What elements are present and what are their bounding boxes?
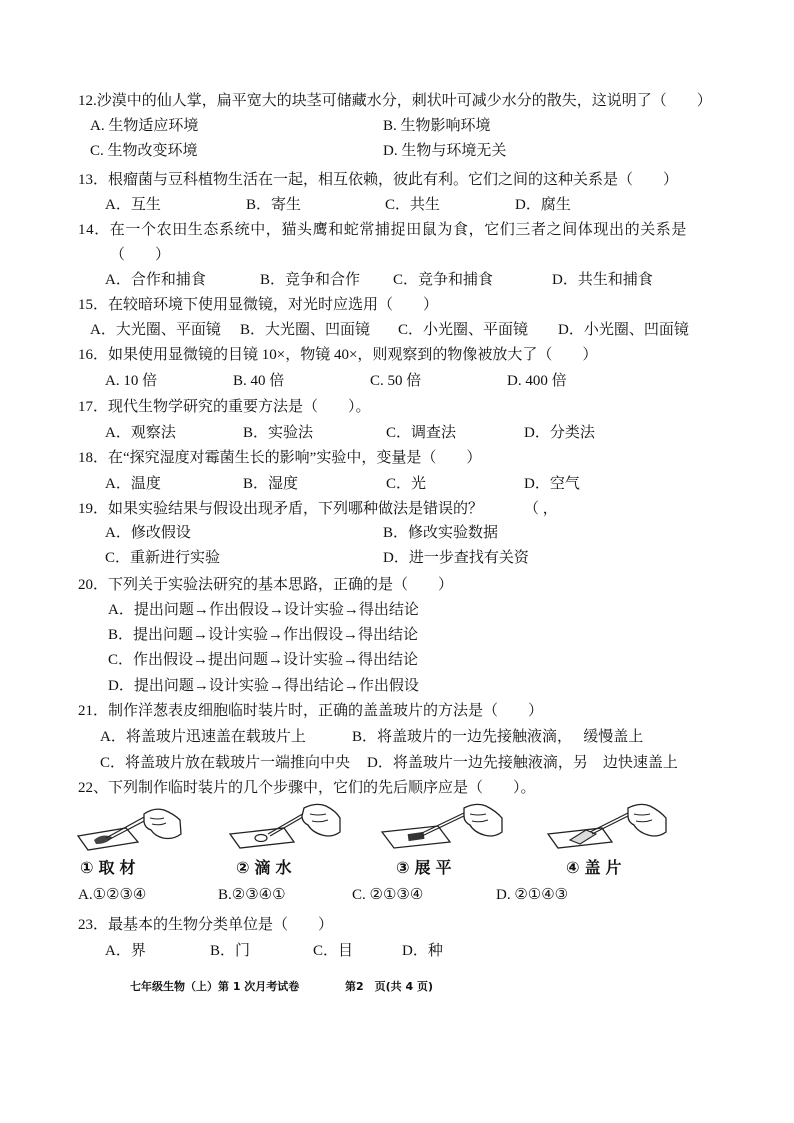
step-2-label: ②滴水 [236, 858, 297, 877]
question-14-option-a: A．合作和捕食 [105, 272, 206, 288]
question-17-option-d: D．分类法 [524, 425, 595, 441]
question-18-stem: 18．在“探究湿度对霉菌生长的影响”实验中，变量是（ ） [78, 450, 482, 466]
question-23-option-b: B．门 [210, 943, 251, 959]
question-19-answer-blank: （ ， [524, 501, 558, 517]
question-12-option-b: B. 生物影响环境 [383, 118, 491, 134]
question-21-option-a: A．将盖玻片迅速盖在载玻片上 [100, 729, 306, 745]
question-22-option-b: B.②③④① [218, 887, 286, 903]
question-15-stem: 15．在较暗环境下使用显微镜，对光时应选用（ ） [78, 297, 439, 313]
question-12-option-d: D. 生物与环境无关 [383, 143, 507, 159]
question-16-option-a: A. 10 倍 [105, 373, 158, 389]
question-15-option-c: C．小光圈、平面镜 [398, 322, 529, 338]
question-14-option-d: D．共生和捕食 [552, 272, 653, 288]
question-15-option-b: B．大光圈、凹面镜 [240, 322, 371, 338]
question-20-option-b: B．提出问题→设计实验→作出假设→得出结论 [108, 627, 419, 643]
question-14-option-c: C．竞争和捕食 [393, 272, 494, 288]
step-4-label: ④盖片 [566, 858, 627, 877]
step-4-illustration [546, 800, 668, 850]
question-12-option-a: A. 生物适应环境 [90, 118, 199, 134]
question-16-option-c: C. 50 倍 [370, 373, 422, 389]
question-22-option-d: D. ②①④③ [496, 887, 569, 903]
question-17-option-c: C．调查法 [386, 425, 457, 441]
question-18-option-b: B．湿度 [243, 476, 299, 492]
step-1-label: ①取材 [80, 858, 141, 877]
question-23-option-c: C．目 [313, 943, 354, 959]
question-18-option-d: D．空气 [524, 476, 580, 492]
question-14-option-b: B．竞争和合作 [260, 272, 361, 288]
question-19-stem: 19．如果实验结果与假设出现矛盾，下列哪种做法是错误的？ [78, 501, 484, 517]
question-19-option-b: B．修改实验数据 [383, 525, 499, 541]
question-13-option-a: A．互生 [105, 197, 161, 213]
question-23-option-d: D．种 [402, 943, 443, 959]
step-3-label: ③展平 [396, 858, 457, 877]
question-17-option-b: B．实验法 [243, 425, 314, 441]
question-18-option-c: C．光 [386, 476, 427, 492]
question-23-option-a: A．界 [105, 943, 146, 959]
question-20-option-a: A．提出问题→作出假设→设计实验→得出结论 [108, 602, 419, 618]
question-22-stem: 22、下列制作临时装片的几个步骤中，它们的先后顺序应是（ ）。 [78, 780, 536, 796]
question-14-stem: 14．在一个农田生态系统中，猫头鹰和蛇常捕捉田鼠为食，它们三者之间体现出的关系是 [78, 222, 688, 238]
question-20-stem: 20．下列关于实验法研究的基本思路，正确的是（ ） [78, 577, 454, 593]
footer-exam-title: 七年级生物（上）第 1 次月考试卷 [130, 980, 300, 993]
footer-page-number: 第2 页(共 4 页) [345, 980, 434, 993]
question-15-option-a: A．大光圈、平面镜 [90, 322, 221, 338]
question-17-stem: 17．现代生物学研究的重要方法是（ ）。 [78, 399, 371, 415]
question-21-option-d: D．将盖玻片一边先接触液滴，另 边快速盖上 [367, 755, 678, 771]
question-13-option-d: D．腐生 [515, 197, 571, 213]
step-2-illustration [228, 800, 343, 850]
question-12-option-c: C. 生物改变环境 [90, 143, 198, 159]
question-18-option-a: A．温度 [105, 476, 161, 492]
question-22-option-a: A.①②③④ [78, 887, 147, 903]
question-13-option-c: C．共生 [385, 197, 441, 213]
question-20-option-d: D．提出问题→设计实验→得出结论→作出假设 [108, 678, 419, 694]
question-16-option-b: B. 40 倍 [233, 373, 285, 389]
step-1-illustration [74, 802, 184, 852]
question-13-option-b: B．寄生 [246, 197, 302, 213]
question-23-stem: 23．最基本的生物分类单位是（ ） [78, 917, 334, 933]
question-17-option-a: A．观察法 [105, 425, 176, 441]
question-20-option-c: C．作出假设→提出问题→设计实验→得出结论 [108, 652, 419, 668]
question-12-stem: 12.沙漠中的仙人掌，扁平宽大的块茎可储藏水分，刺状叶可减少水分的散失，这说明了（ ） [78, 93, 712, 109]
question-13-stem: 13．根瘤菌与豆科植物生活在一起，相互依赖，彼此有利。它们之间的这种关系是（ ） [78, 172, 679, 188]
question-22-option-c: C. ②①③④ [352, 887, 424, 903]
question-16-option-d: D. 400 倍 [507, 373, 567, 389]
question-19-option-a: A．修改假设 [105, 525, 191, 541]
question-19-option-c: C．重新进行实验 [105, 550, 221, 566]
question-21-stem: 21．制作洋葱表皮细胞临时装片时，正确的盖盖玻片的方法是（ ） [78, 703, 544, 719]
step-3-illustration [380, 800, 505, 850]
question-19-option-d: D．进一步查找有关资 [383, 550, 529, 566]
question-21-option-b: B．将盖玻片的一边先接触液滴， 缓慢盖上 [352, 729, 644, 745]
question-16-stem: 16．如果使用显微镜的目镜 10×，物镜 40×，则观察到的物像被放大了（ ） [78, 347, 598, 363]
question-21-option-c: C．将盖玻片放在载玻片一端推向中央 [100, 755, 351, 771]
question-15-option-d: D．小光圈、凹面镜 [558, 322, 689, 338]
question-14-answer-blank: （ ） [110, 247, 171, 263]
